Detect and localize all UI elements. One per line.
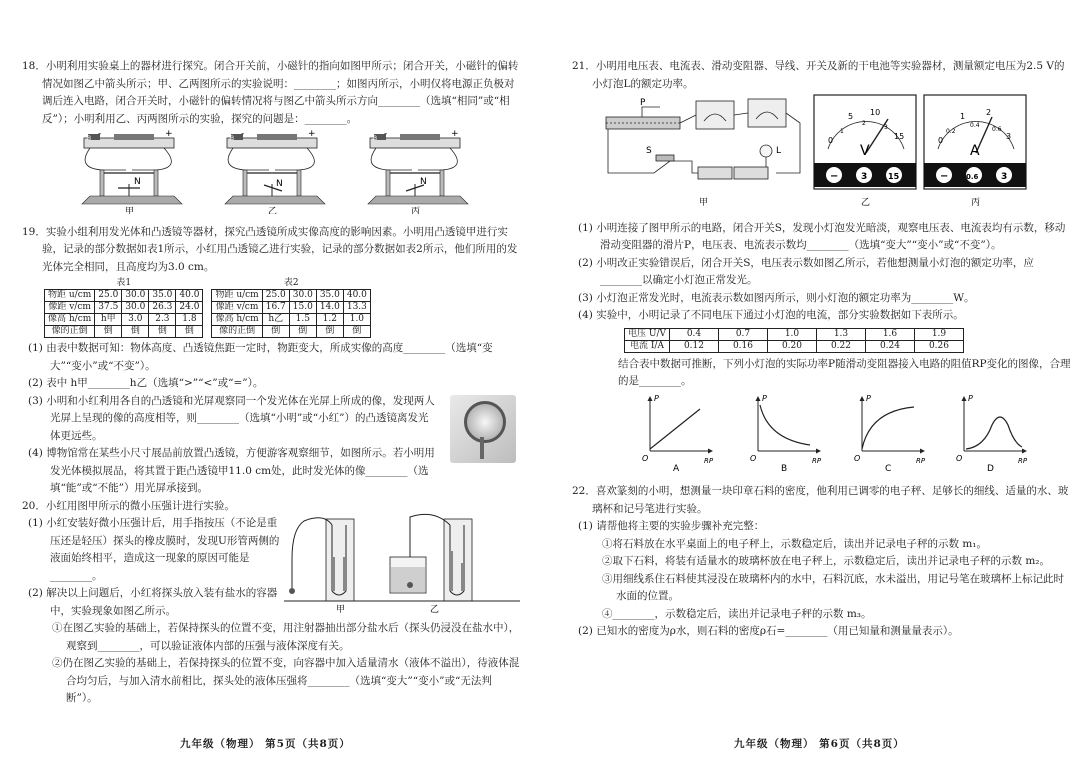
a-term-0.6: 0.6 — [966, 173, 979, 181]
table-cell: 像高 h/cm — [45, 314, 95, 326]
q21-part5: 结合表中数据可推断，下列小灯泡的实际功率P随滑动变阻器接入电路的阻值RP变化的图像，合理的是________。 — [618, 357, 1071, 387]
table-cell: 倒 — [316, 326, 343, 338]
table-row — [212, 290, 370, 302]
q20-intro: 20．小红用图甲所示的微小压强计进行实验。 — [22, 499, 235, 512]
graph-b-curve — [760, 405, 810, 445]
q20-part1: (1) 小红安装好微小压强计后，用手指按压（不论是重压还是轻压）探头的橡皮膜时，发现U形管两侧的液面始终相平，造成这一现象的原因可能是________。 — [28, 517, 280, 582]
q18-apparatus-c — [368, 134, 468, 204]
table-cell: 1.9 — [914, 328, 963, 340]
u-tube-b — [390, 514, 472, 601]
table-cell: 倒 — [176, 326, 203, 338]
v-tick-15: 15 — [894, 132, 905, 141]
table-cell: 物距 u/cm — [45, 290, 95, 302]
graph-d-option: D — [987, 463, 994, 473]
table-cell: 0.22 — [816, 340, 865, 352]
table-cell: 16.7 — [262, 302, 289, 314]
table-cell: 35.0 — [149, 290, 176, 302]
q21-figure — [572, 93, 1072, 209]
a-tick-0: 0 — [938, 136, 944, 145]
table-row — [45, 302, 203, 314]
graph-a-x: RP — [704, 456, 714, 465]
plus-label-a: + — [165, 129, 173, 139]
table-row — [45, 314, 203, 326]
table-row — [45, 326, 203, 338]
graph-c — [862, 397, 924, 451]
q18-apparatus-b — [225, 134, 325, 204]
table-row — [212, 314, 370, 326]
graph-a-y: P — [654, 393, 659, 403]
caption-jia-20: 甲 — [336, 605, 346, 613]
needle-label-a: N — [134, 177, 141, 187]
label-l: L — [776, 146, 782, 156]
table-cell: 26.3 — [149, 302, 176, 314]
table-cell: 1.2 — [316, 314, 343, 326]
table-cell: 物距 u/cm — [212, 290, 262, 302]
table-cell: 0.26 — [914, 340, 963, 352]
table-cell: 1.0 — [767, 328, 816, 340]
graph-c-curve — [862, 407, 914, 449]
graph-a-curve — [650, 409, 700, 449]
q18-text: 18．小明利用实验桌上的器材进行探究。闭合开关前，小磁针的指向如图甲所示；闭合开关，小磁针的偏转情况如图乙中箭头所示；甲、乙两图所示的实验说明：________；如图丙所示，小明仅将电源正负极对调后连入电路，闭合开关时，小磁针的偏转情况将与图乙中箭头所示方向________（选填“相同”或“相反”）；小明利用乙、丙两图所示的实验，探究的问题是：________。 — [22, 60, 519, 125]
table-row — [625, 340, 964, 352]
right-page — [572, 58, 1072, 641]
table-cell: 0.20 — [767, 340, 816, 352]
magnifier-photo — [450, 395, 516, 463]
a-small-0.6: 0.6 — [992, 126, 1002, 133]
left-footer: 九年级（物理） 第5页（共8页） — [180, 738, 351, 750]
q21-part4: (4) 实验中，小明记录了不同电压下通过小灯泡的电流，部分实验数据如下表所示。 — [578, 309, 964, 321]
q20-figure — [284, 509, 520, 613]
table-cell: 37.5 — [95, 302, 122, 314]
table-cell: 像的正倒 — [212, 326, 262, 338]
table-cell: 30.0 — [289, 290, 316, 302]
graph-a — [650, 397, 712, 451]
q22-step1: ①将石料放在水平桌面上的电子秤上，示数稳定后，读出并记录电子秤的示数 m₁。 — [602, 537, 988, 550]
label-s: S — [646, 146, 652, 156]
table-row — [212, 326, 370, 338]
graph-b-y: P — [762, 393, 767, 403]
graph-c-option: C — [885, 463, 892, 473]
caption-bing-21: 丙 — [971, 198, 981, 208]
table-cell: 40.0 — [176, 290, 203, 302]
v-term-neg: − — [830, 171, 839, 182]
graph-d-x: RP — [1018, 456, 1028, 465]
table-row — [212, 302, 370, 314]
table-cell: 像的正倒 — [45, 326, 95, 338]
v-small-3: 3 — [884, 124, 888, 131]
table-cell: 1.8 — [176, 314, 203, 326]
table-cell: 24.0 — [176, 302, 203, 314]
caption-jia: 甲 — [125, 207, 135, 214]
graph-c-x: RP — [916, 456, 926, 465]
a-symbol: A — [970, 143, 980, 159]
a-tick-1: 1 — [960, 112, 966, 121]
plus-label-b: + — [308, 129, 316, 139]
cell-label-b: B — [230, 135, 235, 142]
table1-title: 表1 — [116, 278, 132, 288]
q18-figure — [22, 128, 522, 214]
caption-yi-21: 乙 — [861, 198, 871, 208]
table-cell: h乙 — [262, 314, 289, 326]
graph-b-x: RP — [812, 456, 822, 465]
v-term-3: 3 — [861, 172, 868, 182]
circuit-diagram — [606, 99, 800, 179]
graph-b — [758, 397, 820, 451]
table-cell: 2.3 — [149, 314, 176, 326]
q20-part2a: ①在图乙实验的基础上，若保持探头的位置不变，用注射器抽出部分盐水后（探头仍浸没在盐水中），观察到________，可以验证液体内部的压强与液体深度有关。 — [52, 622, 520, 652]
v-small-1: 1 — [840, 128, 844, 135]
iv-table — [624, 328, 964, 353]
q22-part2: (2) 已知水的密度为ρ水，则石料的密度ρ石=________（用已知量和测量量表示）。 — [578, 625, 959, 637]
table-cell: 25.0 — [262, 290, 289, 302]
cell-label-a: B — [87, 135, 92, 142]
v-tick-5: 5 — [848, 112, 854, 121]
q20-part2b: ②仍在图乙实验的基础上，若保持探头的位置不变，向容器中加入适量清水（液体不溢出），待液体混合均匀后，与加入清水前相比，探头处的液体压强将________（选填“变大”“变小”或“无法判断”）。 — [52, 657, 520, 704]
table-cell: 倒 — [149, 326, 176, 338]
graph-a-option: A — [673, 463, 680, 473]
table-cell: 0.16 — [718, 340, 767, 352]
table1 — [44, 289, 203, 338]
a-small-0.4: 0.4 — [970, 122, 980, 129]
needle-label-b: N — [276, 179, 283, 189]
table-row — [625, 328, 964, 340]
q19-part2: (2) 表中 h甲________h乙（选填“>”“<”或“=”）。 — [28, 377, 264, 389]
u-tube-a — [289, 518, 354, 601]
caption-yi: 乙 — [268, 207, 278, 214]
v-tick-10: 10 — [870, 108, 881, 117]
right-footer: 九年级（物理） 第6页（共8页） — [734, 738, 905, 750]
q19-part4: (4) 博物馆常在某些小尺寸展品前放置凸透镜，方便游客观察细节，如图所示。若小明用发光体模拟展品，将其置于距凸透镜甲11.0 cm处，此时发光体的像________（选填“能”或“不能”）用光屏承接到。 — [28, 447, 435, 494]
caption-bing: 丙 — [411, 207, 421, 214]
v-term-15: 15 — [888, 172, 900, 181]
plus-label-c: + — [451, 129, 459, 139]
table-cell: 1.3 — [816, 328, 865, 340]
q20-part2: (2) 解决以上问题后，小红将探头放入装有盐水的容器中，实验现象如图乙所示。 — [28, 587, 278, 617]
graph-d-o: O — [956, 453, 963, 463]
table-cell: 30.0 — [122, 302, 149, 314]
q19-intro: 19．实验小组利用发光体和凸透镜等器材，探究凸透镜所成实像高度的影响因素。小明用凸透镜甲进行实验，记录的部分数据如表1所示，小红用凸透镜乙进行实验，记录的部分数据如表2所示，他们所用的发光体完全相同，且高度均为3.0 cm。 — [22, 225, 518, 273]
label-p: P — [640, 98, 646, 108]
minus-label-a: - — [98, 129, 102, 139]
a-small-0.2: 0.2 — [946, 128, 956, 135]
table-cell: 25.0 — [95, 290, 122, 302]
cell-label-c: B — [373, 135, 378, 142]
table-cell: 1.6 — [865, 328, 914, 340]
graph-c-y: P — [866, 393, 871, 403]
table-cell: 倒 — [262, 326, 289, 338]
table-cell: 14.0 — [316, 302, 343, 314]
q22-part1: (1) 请帮他将主要的实验步骤补充完整： — [578, 520, 765, 532]
table-cell: 0.4 — [669, 328, 718, 340]
q18-apparatus-a — [82, 134, 182, 204]
needle-label-c: N — [420, 177, 427, 187]
table-cell: 电流 I/A — [625, 340, 670, 352]
a-tick-3: 3 — [1006, 132, 1012, 141]
minus-label-b: - — [241, 129, 245, 139]
q22-step4: ④________，示数稳定后，读出并记录电子秤的示数 m₃。 — [602, 607, 872, 620]
q21-intro: 21．小明用电压表、电流表、滑动变阻器、导线、开关及新的干电池等实验器材，测量额定电压为2.5 V的小灯泡L的额定功率。 — [572, 60, 1065, 90]
graph-d-curve — [966, 417, 1022, 449]
v-symbol: V — [860, 143, 870, 159]
table-cell: 倒 — [343, 326, 370, 338]
table-cell: 像距 v/cm — [212, 302, 262, 314]
table-cell: 像高 h/cm — [212, 314, 262, 326]
q21-graphs — [572, 391, 1072, 473]
table-cell: 电压 U/V — [625, 328, 670, 340]
table-cell: h甲 — [95, 314, 122, 326]
graph-d — [964, 397, 1026, 451]
table-cell: 3.0 — [122, 314, 149, 326]
lens-stand — [480, 437, 484, 459]
graph-a-o: O — [642, 453, 649, 463]
table-cell: 13.3 — [343, 302, 370, 314]
q22-intro: 22．喜欢篆刻的小明，想测量一块印章石料的密度，他利用已调零的电子秤、足够长的细线、适量的水、玻璃杯和记号笔进行实验。 — [572, 485, 1069, 515]
table-cell: 0.12 — [669, 340, 718, 352]
table-cell: 像距 v/cm — [45, 302, 95, 314]
table-cell: 1.5 — [289, 314, 316, 326]
graph-b-option: B — [781, 463, 788, 473]
minus-label-c: - — [384, 129, 388, 139]
lens-icon — [464, 401, 506, 443]
v-tick-0: 0 — [828, 136, 834, 145]
caption-jia-21: 甲 — [699, 198, 709, 208]
v-small-2: 2 — [862, 120, 866, 127]
q22-step2: ②取下石料，将装有适量水的玻璃杯放在电子秤上，示数稳定后，读出并记录电子秤的示数 m₂。 — [602, 555, 1051, 567]
table-cell: 15.0 — [289, 302, 316, 314]
q21-part2: (2) 小明改正实验错误后，闭合开关S，电压表示数如图乙所示，若他想测量小灯泡的额定功率，应________以确定小灯泡正常发光。 — [578, 256, 1034, 286]
table-cell: 倒 — [289, 326, 316, 338]
q19-tables — [44, 278, 522, 338]
graph-d-y: P — [968, 393, 973, 403]
graph-c-o: O — [854, 453, 861, 463]
table-cell: 35.0 — [316, 290, 343, 302]
a-tick-2: 2 — [986, 108, 992, 117]
a-term-3: 3 — [1001, 172, 1008, 182]
graph-b-o: O — [750, 453, 757, 463]
table-cell: 倒 — [122, 326, 149, 338]
table2-title: 表2 — [283, 278, 299, 288]
left-page — [22, 58, 522, 708]
caption-yi-20: 乙 — [430, 605, 440, 613]
table2 — [211, 289, 370, 338]
a-term-neg: − — [940, 171, 949, 182]
table-row — [45, 290, 203, 302]
q21-part3: (3) 小灯泡正常发光时，电流表示数如图丙所示，则小灯泡的额定功率为________W。 — [578, 291, 975, 304]
table-cell: 40.0 — [343, 290, 370, 302]
q19-part3: (3) 小明和小红利用各自的凸透镜和光屏观察同一个发光体在光屏上所成的像，发现两人光屏上呈现的像的高度相等，则________（选填“小明”或“小红”）的凸透镜离发光体更远些。 — [28, 394, 435, 442]
q19-part1: (1) 由表中数据可知：物体高度、凸透镜焦距一定时，物距变大，所成实像的高度________（选填“变大”“变小”或“不变”）。 — [28, 342, 493, 372]
table-cell: 0.24 — [865, 340, 914, 352]
q21-part1: (1) 小明连接了图甲所示的电路，闭合开关S，发现小灯泡发光暗淡，观察电压表、电流表均有示数，移动滑动变阻器的滑片P，电压表、电流表示数均________（选填“变大”“变小”或“不变”）。 — [578, 221, 1066, 251]
table-cell: 30.0 — [122, 290, 149, 302]
table-cell: 倒 — [95, 326, 122, 338]
table-cell: 1.0 — [343, 314, 370, 326]
table-cell: 0.7 — [718, 328, 767, 340]
q22-step3: ③用细线系住石料使其浸没在玻璃杯内的水中，石料沉底，水未溢出，用记号笔在玻璃杯上标记此时水面的位置。 — [602, 572, 1064, 602]
